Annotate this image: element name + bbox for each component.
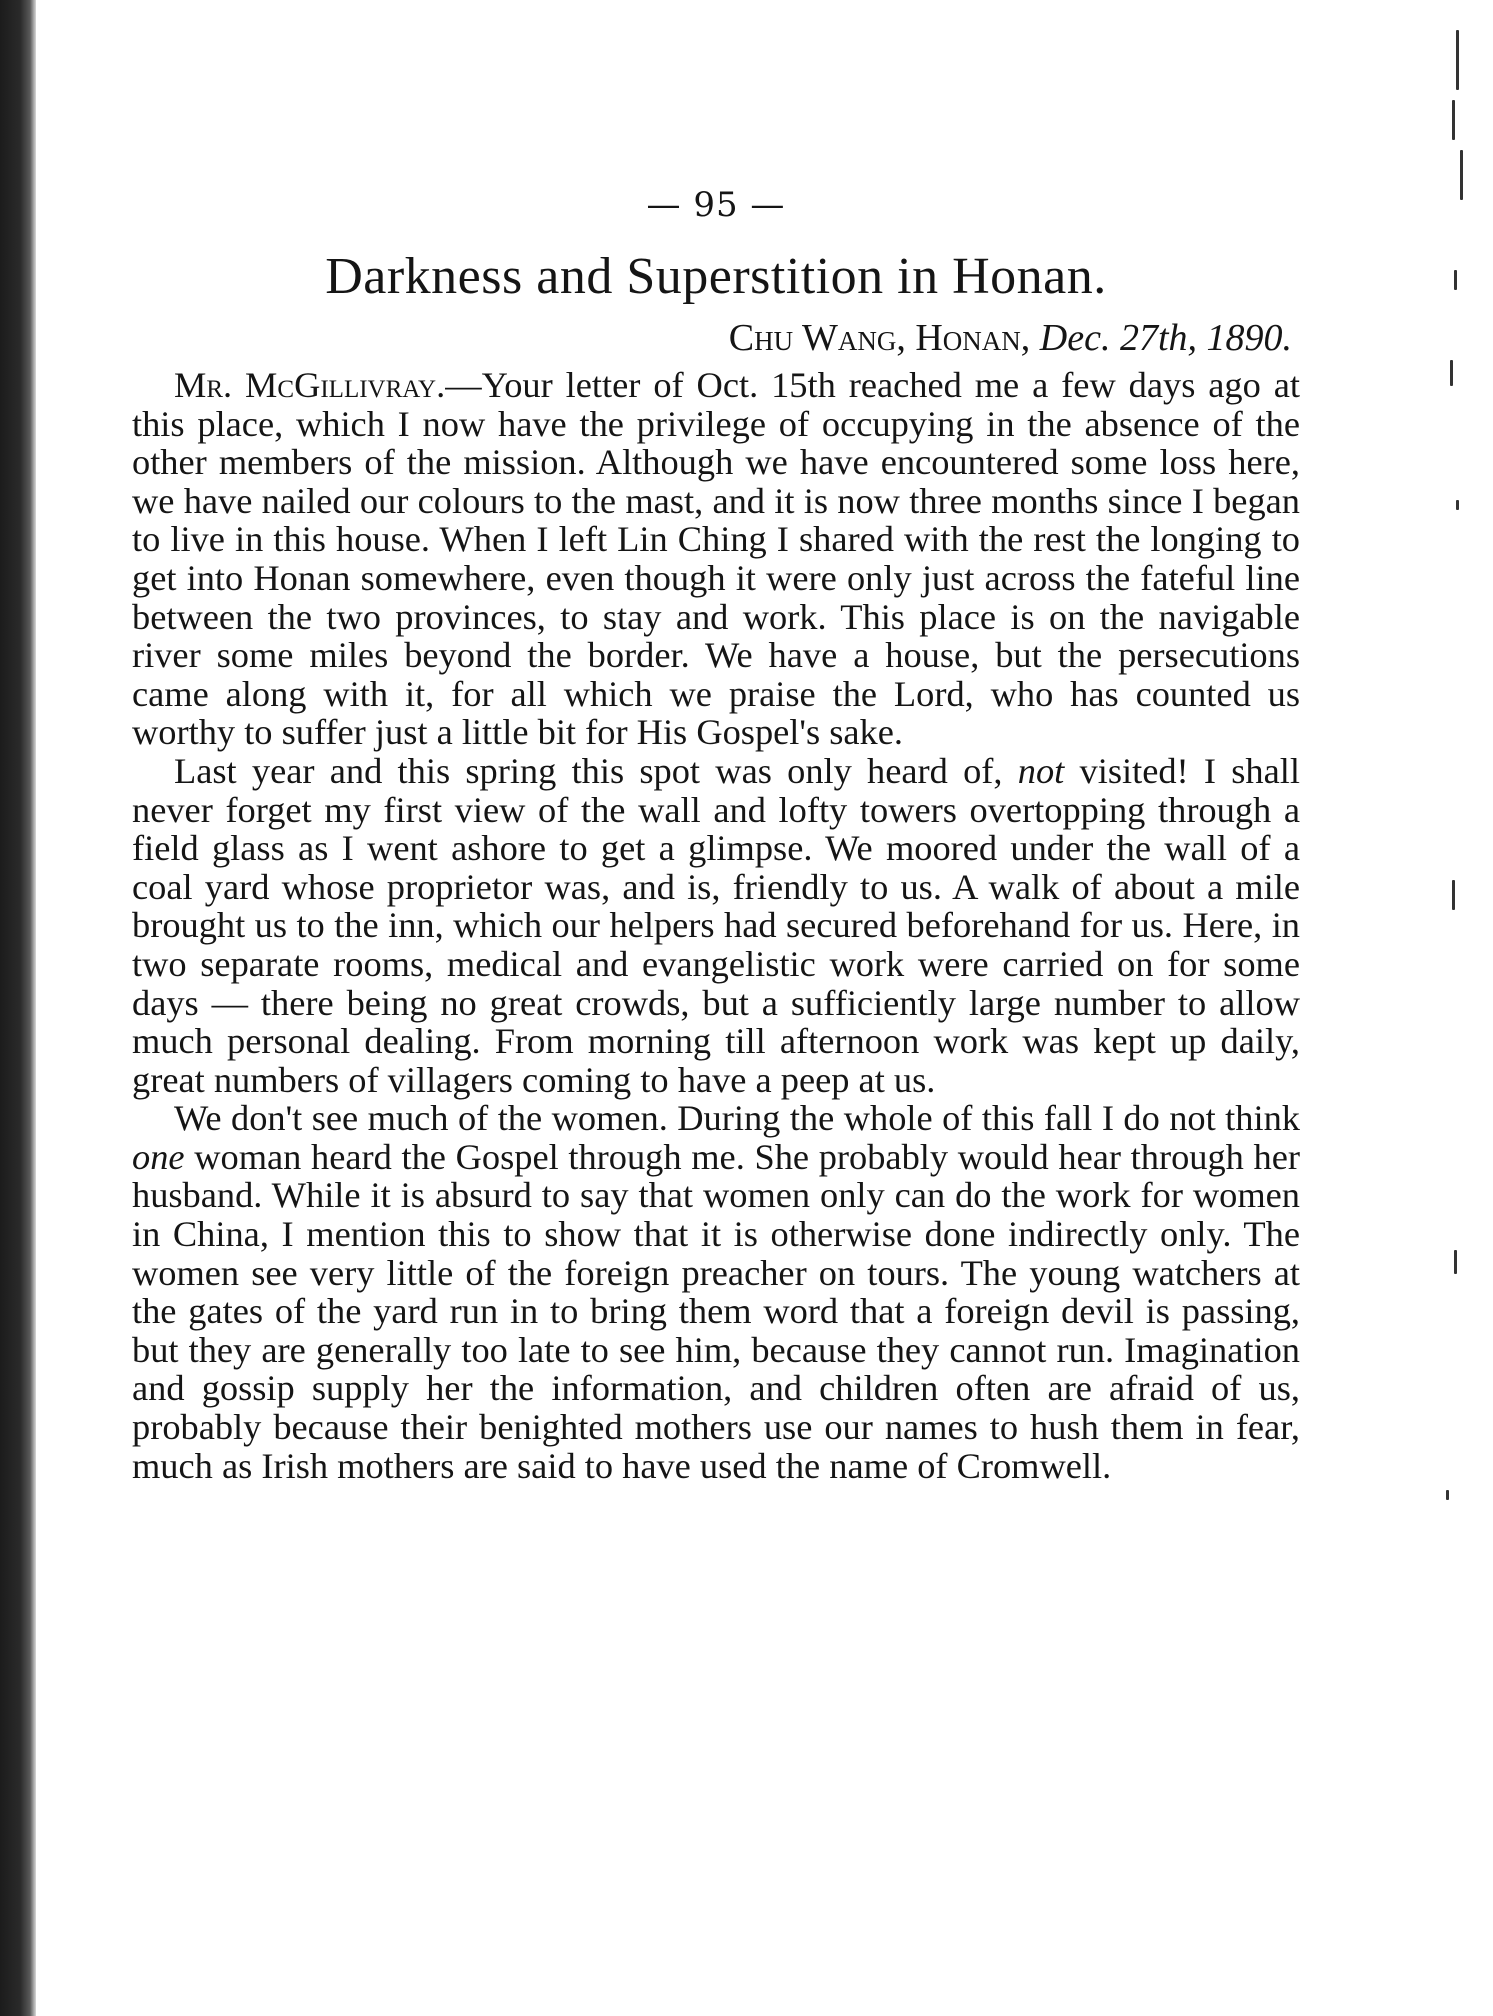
paragraph-3-italic: one [132, 1136, 185, 1177]
paragraph-2 [132, 752, 1300, 1099]
paragraph-2-text-a: Last year and this spring this spot was only heard of, [174, 750, 1018, 791]
paragraph-3-text-a: We don't see much of the women. During the whole of this fall I do not think [174, 1098, 1300, 1139]
paragraph-1-text: —Your letter of Oct. 15th reached me a few days ago at this place, which I now have the privilege of occupying in the absence of the other members of the mission. Although we have encountered some loss here, we have nailed our colours to the mast, and it is now three months since I began to live in this house. When I left Lin Ching I shared with the rest the longing to get into Honan somewhere, even though it were only just across the fateful line between the two provinces, to stay and work. This place is on the navigable river some miles beyond the border. We have a house, but the persecutions came along with it, for all which we praise the Lord, who has counted us worthy to suffer just a little bit for His Gospel's sake. [132, 365, 1300, 753]
paragraph-2-text-b: visited! I shall never forget my first view of the wall and lofty towers overtopping through a field glass as I went ashore to get a glimpse. We moored under the wall of a coal yard whose proprietor was, and is, friendly to us. A walk of about a mile brought us to the inn, which our helpers had secured beforehand for us. Here, in two separate rooms, medical and evangelistic work were carried on for some days — there being no great crowds, but a sufficiently large number to allow much personal dealing. From morning till afternoon work was kept up daily, great numbers of villagers coming to have a peep at us. [132, 750, 1301, 1100]
dateline-date: Dec. 27th, 1890. [1039, 317, 1292, 359]
paragraph-1 [132, 366, 1300, 752]
letter-body [132, 366, 1300, 1485]
page-edge-marks [1423, 0, 1493, 2016]
page-content [132, 185, 1300, 1485]
salutation: Mr. McGillivray. [174, 365, 446, 405]
article-title: Darkness and Superstition in Honan. [325, 248, 1107, 305]
paragraph-2-italic: not [1017, 750, 1065, 791]
page-number: — 95 — [646, 185, 786, 225]
paragraph-3 [132, 1099, 1300, 1485]
book-spine-shadow [0, 0, 36, 2016]
dateline-place: Chu Wang, Honan, [728, 317, 1031, 359]
paragraph-3-text-b: woman heard the Gospel through me. She probably would hear through her husband. While it is absurd to say that women only can do the work for women in China, I mention this to show that it is otherwise done indirectly only. The women see very little of the foreign preacher on tours. The young watchers at the gates of the yard run in to bring them word that a foreign devil is passing, but they are generally too late to see him, because they cannot run. Imagination and gossip supply her the information, and children often are afraid of us, probably because their benighted mothers use our names to hush them in fear, much as Irish mothers are said to have used the name of Cromwell. [132, 1136, 1300, 1486]
dateline [132, 316, 1292, 360]
